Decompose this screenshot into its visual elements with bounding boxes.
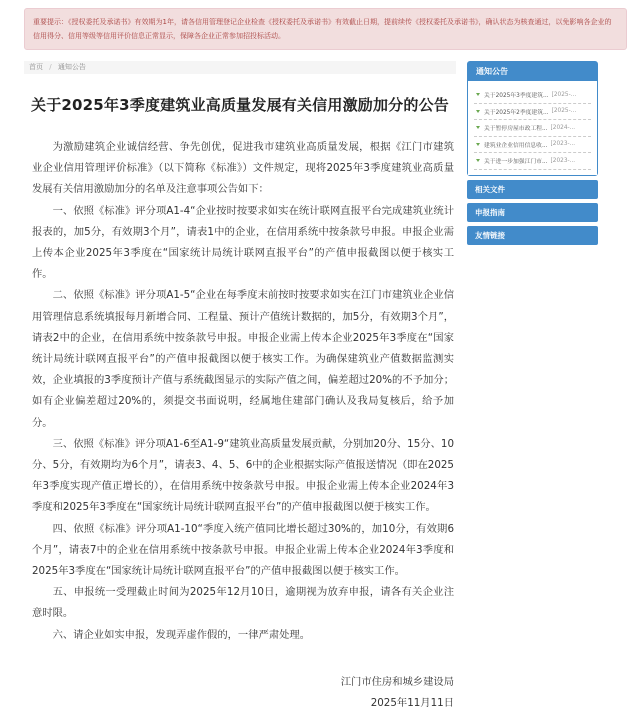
notices-panel-title[interactable]: 通知公告 [468, 62, 597, 81]
notice-list-item[interactable] [474, 137, 591, 154]
bullet-triangle-icon [476, 159, 480, 162]
page-title: 关于2025年3季度建筑业高质量发展有关信用激励加分的公告 [31, 96, 449, 114]
important-notice-alert [24, 8, 627, 50]
article-paragraph-6: 六、请企业如实申报，发现弄虚作假的，一律严肃处理。 [52, 628, 311, 641]
alert-text: 重要提示：《授权委托及承诺书》有效期为1年，请各信用管理登记企业检查《授权委托及承诺书》有效截止日期，提前续传《授权委托及承诺书》，确认状态为核查通过，以免影响各企业的信用得分、信用等级等信用评价信息正常显示，保障各企业正常参加招投标活动。 [33, 18, 612, 40]
article-paragraph-5: 五、申报统一受理截止时间为2025年12月10日，逾期视为放弃申报，请各有关企业注意时限。 [32, 586, 454, 620]
notice-list-item[interactable] [474, 153, 591, 170]
notices-list [468, 81, 597, 175]
signature-date: 2025年11月11日 [370, 696, 454, 709]
notice-list-item[interactable] [474, 104, 591, 121]
breadcrumb-home-link[interactable]: 首页 [29, 63, 43, 71]
article-paragraph-1: 一、依照《标准》评分项A1-4“企业按时按要求如实在统计联网直报平台完成建筑业统计报表的，加5分，有效期3个月”，请表1中的企业，在信用系统中按条款号申报。申报企业需上传本企业2025年3季度在“国家统计局统计联网直报平台”的产值申报截图以便于核实工作。 [32, 204, 454, 281]
notices-panel [467, 61, 598, 176]
signature-org: 江门市住房和城乡建设局 [340, 675, 454, 688]
breadcrumb [24, 61, 456, 74]
notice-title[interactable]: 关于2025年3季度建筑... [484, 93, 549, 100]
notice-list-item[interactable] [474, 120, 591, 137]
notice-date: [2025-... [551, 91, 577, 98]
friendly-links-button[interactable]: 友情链接 [467, 226, 598, 245]
bullet-triangle-icon [476, 126, 480, 129]
article-paragraph-2: 二、依照《标准》评分项A1-5“企业在每季度末前按时按要求如实在江门市建筑业企业信用管理信息系统填报每月新增合同、工程量、预计产值统计数据的，加5分，有效期3个月”，请表2中的企业，在信用系统中按条款号申报。申报企业需上传本企业2025年3季度在“国家统计局统计联网直报平台”的产值申报截图以便于核实工作。为确保建筑业产值数据监测实效，企业填报的3季度预计产值与系统截图显示的实际产值之间，偏差超过20%的不予加分；如有企业偏差超过20%的，须提交书面说明，经属地住建部门确认及我局复核后，给予加分。 [32, 289, 454, 429]
related-files-button[interactable]: 相关文件 [467, 180, 598, 199]
notice-title[interactable]: 关于2025年2季度建筑... [484, 109, 549, 116]
application-guide-button[interactable]: 申报指南 [467, 203, 598, 222]
breadcrumb-current[interactable]: 通知公告 [57, 63, 86, 71]
notice-title[interactable]: 关于暂停房屋市政工程... [484, 126, 548, 133]
article-signature [24, 672, 454, 714]
bullet-triangle-icon [476, 143, 480, 146]
notice-list-item[interactable] [474, 87, 591, 104]
article-paragraph-3: 三、依照《标准》评分项A1-6至A1-9“建筑业高质量发展贡献，分别加20分、15分、10分、5分，有效期均为6个月”，请表3、4、5、6中的企业根据实际产值报送情况（即在2025年3季度实现产值正增长的），在信用系统中按条款号申报。申报企业需上传本企业2024年3季度和2025年3季度在“国家统计局统计联网直报平台”的产值申报截图以便于核实工作。 [32, 437, 454, 514]
bullet-triangle-icon [476, 93, 480, 96]
bullet-triangle-icon [476, 110, 480, 113]
notice-title[interactable]: 关于进一步加强江门市... [484, 159, 548, 166]
sidebar [467, 61, 598, 245]
notice-date: [2023-... [550, 157, 576, 164]
article-paragraph-intro: 为激励建筑企业诚信经营、争先创优，促进我市建筑业高质量发展，根据《江门市建筑业企业信用管理评价标准》（以下简称《标准》）文件规定，现将2025年3季度建筑业高质量发展有关信用激励加分的名单及注意事项公告如下： [32, 141, 454, 196]
notice-title[interactable]: 建筑业企业信用信息收... [484, 142, 548, 149]
article-paragraph-4: 四、依照《标准》评分项A1-10“季度入统产值同比增长超过30%的，加10分，有效期6个月”，请表7中的企业在信用系统中按条款号申报。申报企业需上传本企业2024年3季度和2025年3季度在“国家统计局统计联网直报平台”的产值申报截图以便于核实工作。 [32, 522, 454, 578]
notice-date: [2025-... [551, 108, 577, 115]
breadcrumb-separator: / [49, 63, 52, 71]
article-body [32, 137, 454, 646]
main-content [24, 61, 454, 714]
notice-date: [2024-... [550, 124, 576, 131]
notice-date: [2023-... [550, 141, 576, 148]
